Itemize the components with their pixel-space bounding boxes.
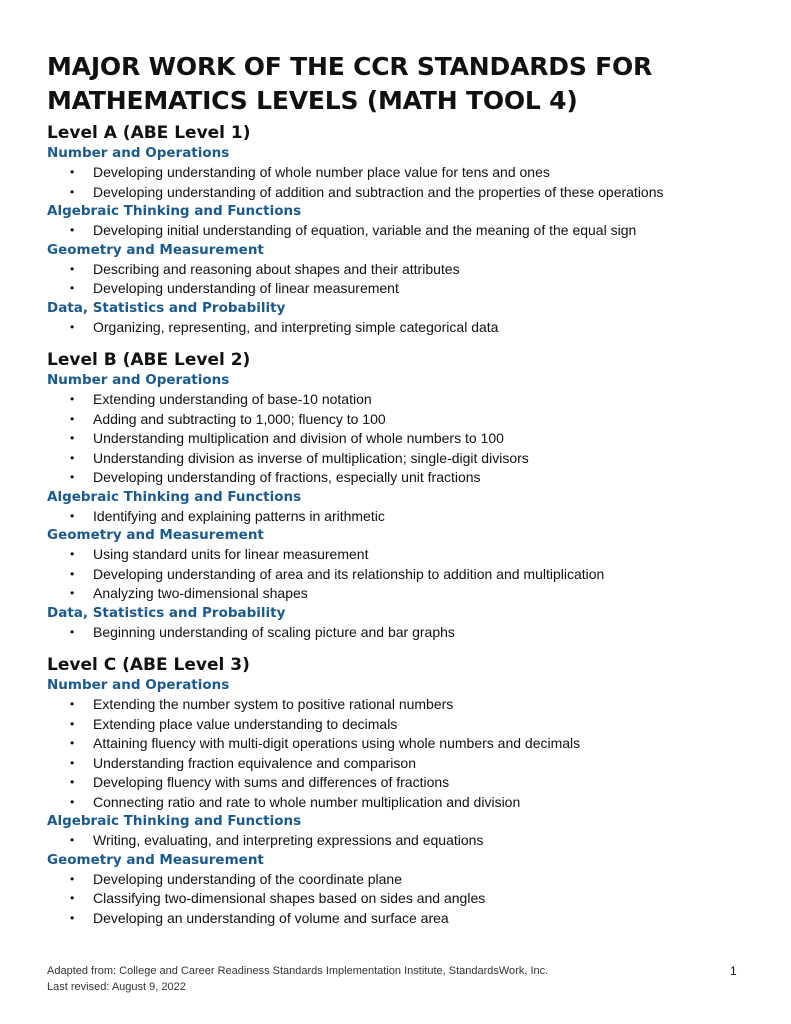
list-item-text: Extending understanding of base-10 notation [93,391,372,407]
list-item [47,260,747,280]
section-list [47,163,747,202]
section-list [47,623,747,643]
bullet-icon: • [70,261,75,276]
list-item-text: Developing understanding of area and its relationship to addition and multiplication [93,565,605,582]
list-item-text: Understanding division as inverse of multiplication; single-digit divisors [93,449,529,466]
list-item [47,183,747,203]
list-item [47,793,747,813]
section-heading: Geometry and Measurement [47,241,264,258]
section-list [47,260,747,299]
bullet-icon: • [70,755,75,770]
section-list [47,221,747,241]
level-block [47,349,747,642]
section-heading: Geometry and Measurement [47,851,264,868]
list-item-text: Developing understanding of addition and subtraction and the properties of these operations [93,183,664,200]
section-heading: Algebraic Thinking and Functions [47,203,302,219]
list-item-text: Developing understanding of the coordinate plane [93,870,403,887]
section-list [47,545,747,604]
bullet-icon: • [70,184,75,199]
list-item [47,889,747,909]
section-list [47,390,747,488]
list-item [47,909,747,929]
bullet-icon: • [70,392,75,406]
list-item [47,695,747,715]
bullet-icon: • [70,586,75,600]
section-heading: Number and Operations [47,372,230,388]
bullet-icon: • [70,411,75,426]
level-block [47,654,747,928]
list-item [47,163,747,183]
list-item-text: Organizing, representing, and interpreting simple categorical data [93,318,499,335]
list-item [47,468,747,488]
footer-source: Adapted from: College and Career Readiness Standards Implementation Institute, StandardsWork, Inc. [47,965,549,977]
list-item [47,221,747,241]
level-heading: Level A (ABE Level 1) [47,123,251,143]
bullet-icon: • [70,624,75,639]
list-item-text: Using standard units for linear measurement [93,546,369,562]
list-item-text: Classifying two-dimensional shapes based on sides and angles [93,890,486,906]
list-item-text: Analyzing two-dimensional shapes [93,585,308,601]
list-item [47,279,747,299]
list-item-text: Developing understanding of linear measurement [93,280,399,296]
bullet-icon: • [70,910,75,925]
bullet-icon: • [70,281,75,295]
level-block [47,122,747,337]
list-item-text: Identifying and explaining patterns in arithmetic [93,507,385,524]
bullet-icon: • [70,775,75,789]
list-item [47,773,747,793]
bullet-icon: • [70,508,75,523]
section-heading: Data, Statistics and Probability [47,604,286,621]
list-item [47,507,747,527]
list-item [47,623,747,643]
list-item [47,734,747,754]
section-heading: Data, Statistics and Probability [47,299,286,316]
list-item [47,449,747,469]
bullet-icon: • [70,223,75,237]
bullet-icon: • [70,716,75,731]
title-line-1: MAJOR WORK OF THE CCR STANDARDS FOR [47,52,653,81]
bullet-icon: • [70,470,75,484]
list-item [47,429,747,449]
page-number: 1 [730,964,737,978]
footer-revised: Last revised: August 9, 2022 [47,981,186,993]
section-heading: Number and Operations [47,677,230,693]
bullet-icon: • [70,165,75,179]
levels-container [47,122,747,928]
list-item [47,565,747,585]
document-title [47,50,747,118]
section-list [47,507,747,527]
list-item-text: Connecting ratio and rate to whole number multiplication and division [93,793,521,810]
document-page [47,50,747,928]
section-list [47,870,747,929]
section-heading: Algebraic Thinking and Functions [47,813,302,829]
bullet-icon: • [70,450,75,465]
bullet-icon: • [70,431,75,445]
list-item [47,715,747,735]
page-footer [47,963,548,995]
list-item-text: Developing fluency with sums and differences of fractions [93,774,450,790]
list-item [47,754,747,774]
section-heading: Number and Operations [47,145,230,161]
section-list [47,831,747,851]
bullet-icon: • [70,547,75,561]
section-heading: Algebraic Thinking and Functions [47,488,302,505]
list-item [47,584,747,604]
list-item [47,318,747,338]
section-heading: Geometry and Measurement [47,527,264,543]
bullet-icon: • [70,833,75,847]
list-item-text: Describing and reasoning about shapes and their attributes [93,260,460,277]
list-item-text: Developing initial understanding of equation, variable and the meaning of the equal sign [93,222,637,238]
list-item-text: Understanding fraction equivalence and comparison [93,754,416,771]
bullet-icon: • [70,871,75,886]
list-item-text: Extending place value understanding to decimals [93,715,398,732]
bullet-icon: • [70,891,75,905]
bullet-icon: • [70,319,75,334]
list-item-text: Developing understanding of fractions, especially unit fractions [93,469,481,485]
list-item-text: Attaining fluency with multi-digit operations using whole numbers and decimals [93,735,581,751]
bullet-icon: • [70,566,75,581]
section-list [47,695,747,812]
list-item-text: Writing, evaluating, and interpreting expressions and equations [93,832,484,848]
section-list [47,318,747,338]
list-item-text: Developing an understanding of volume and surface area [93,909,449,926]
list-item [47,545,747,565]
bullet-icon: • [70,697,75,711]
title-line-2: MATHEMATICS LEVELS (MATH TOOL 4) [47,86,578,115]
list-item [47,870,747,890]
bullet-icon: • [70,736,75,750]
list-item-text: Extending the number system to positive rational numbers [93,696,454,712]
level-heading: Level C (ABE Level 3) [47,655,250,675]
list-item [47,410,747,430]
list-item [47,831,747,851]
list-item-text: Beginning understanding of scaling picture and bar graphs [93,623,455,640]
list-item-text: Understanding multiplication and division of whole numbers to 100 [93,430,504,446]
list-item-text: Adding and subtracting to 1,000; fluency to 100 [93,410,386,427]
bullet-icon: • [70,794,75,809]
list-item [47,390,747,410]
level-heading: Level B (ABE Level 2) [47,350,251,370]
list-item-text: Developing understanding of whole number place value for tens and ones [93,164,550,180]
